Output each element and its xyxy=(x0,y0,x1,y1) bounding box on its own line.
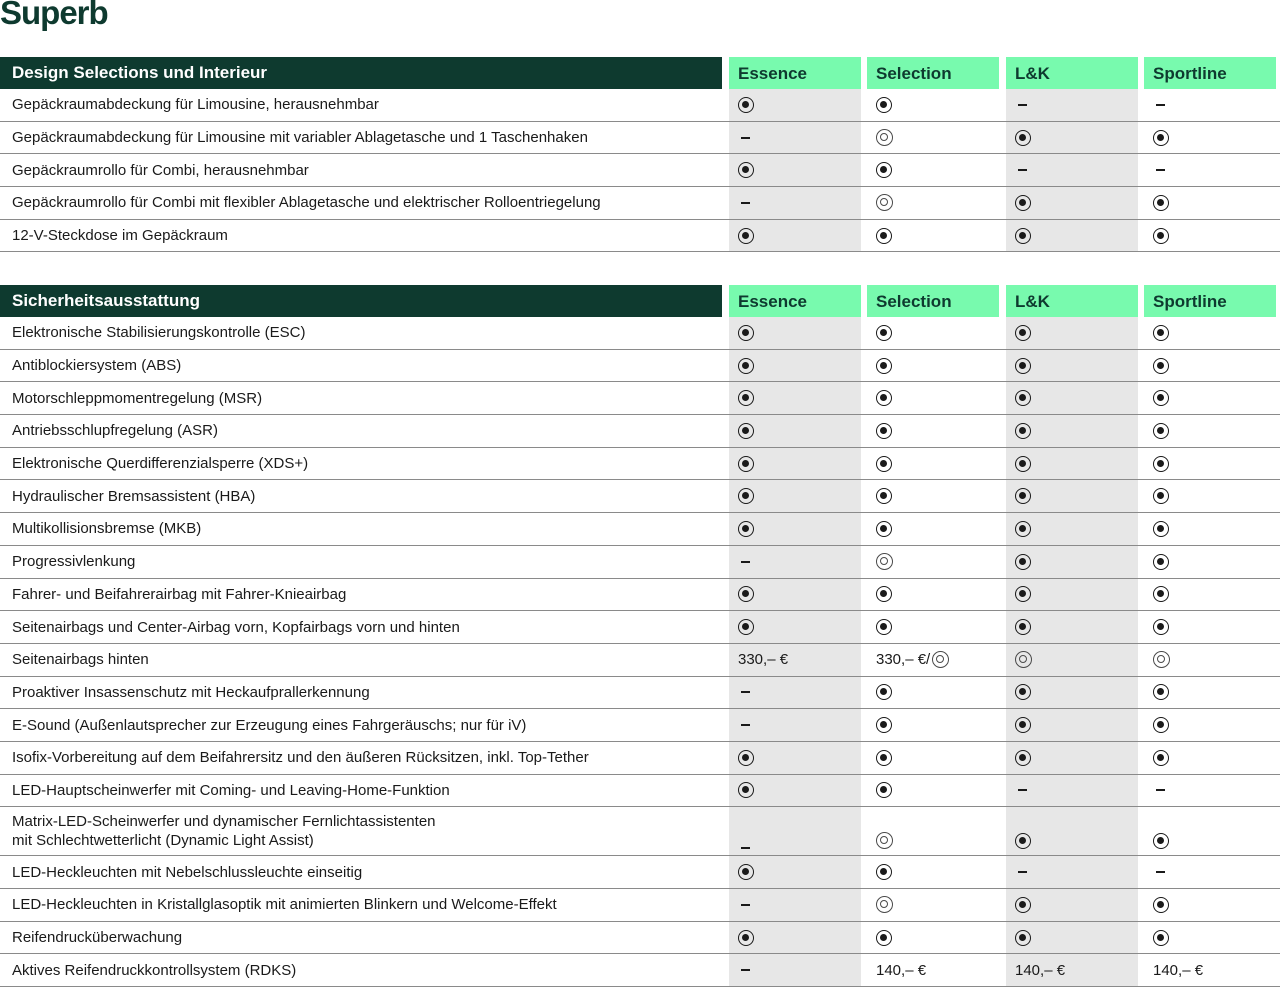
availability-cell xyxy=(1006,415,1138,447)
availability-cell xyxy=(1144,350,1276,382)
availability-cell xyxy=(867,579,999,611)
table-row xyxy=(0,677,1280,710)
availability-cell xyxy=(1144,382,1276,414)
standard-icon xyxy=(1015,619,1031,635)
availability-cell xyxy=(729,187,861,219)
feature-label: Seitenairbags und Center-Airbag vorn, Kopfairbags vorn und hinten xyxy=(12,618,460,636)
table-row xyxy=(0,382,1280,415)
optional-icon xyxy=(1015,651,1032,668)
standard-icon xyxy=(1153,586,1169,602)
price-text: 330,– €/ xyxy=(876,651,931,669)
standard-icon xyxy=(876,930,892,946)
price-text: 330,– € xyxy=(738,651,789,669)
standard-icon xyxy=(876,325,892,341)
not-available-icon xyxy=(741,137,750,139)
availability-cell xyxy=(1006,480,1138,512)
standard-icon xyxy=(876,97,892,113)
standard-icon xyxy=(876,864,892,880)
standard-icon xyxy=(1153,456,1169,472)
availability-cell xyxy=(1144,644,1276,676)
feature-label: Gepäckraumrollo für Combi mit flexibler Ablagetasche und elektrischer Rolloentriegelung xyxy=(12,194,601,212)
standard-icon xyxy=(876,456,892,472)
feature-label: LED-Hauptscheinwerfer mit Coming- und Leaving-Home-Funktion xyxy=(12,781,450,799)
standard-icon xyxy=(876,750,892,766)
standard-icon xyxy=(738,390,754,406)
availability-cell xyxy=(1006,187,1138,219)
availability-cell xyxy=(867,220,999,252)
feature-label: Motorschleppmomentregelung (MSR) xyxy=(12,389,263,407)
standard-icon xyxy=(1015,897,1031,913)
not-available-icon xyxy=(741,561,750,563)
table-row xyxy=(0,122,1280,155)
availability-cell xyxy=(1006,856,1138,888)
feature-label: Antiblockiersystem (ABS) xyxy=(12,357,182,375)
standard-icon xyxy=(738,586,754,602)
standard-icon xyxy=(738,782,754,798)
availability-cell xyxy=(867,89,999,121)
availability-cell xyxy=(729,415,861,447)
standard-icon xyxy=(1015,423,1031,439)
availability-cell xyxy=(867,513,999,545)
feature-label: Gepäckraumrollo für Combi, herausnehmbar xyxy=(12,161,309,179)
availability-cell xyxy=(729,922,861,954)
availability-cell xyxy=(867,448,999,480)
availability-cell xyxy=(1144,954,1276,986)
feature-label: Seitenairbags hinten xyxy=(12,651,149,669)
availability-cell xyxy=(729,89,861,121)
table-row xyxy=(0,611,1280,644)
availability-cell xyxy=(867,742,999,774)
availability-cell xyxy=(729,856,861,888)
optional-icon xyxy=(876,129,893,146)
standard-icon xyxy=(1015,750,1031,766)
availability-cell xyxy=(729,154,861,186)
availability-cell xyxy=(729,644,861,676)
standard-icon xyxy=(1153,717,1169,733)
availability-cell xyxy=(867,611,999,643)
availability-cell xyxy=(729,350,861,382)
availability-cell xyxy=(867,350,999,382)
feature-label: Proaktiver Insassenschutz mit Heckaufprallerkennung xyxy=(12,683,370,701)
table-row xyxy=(0,187,1280,220)
availability-cell xyxy=(867,677,999,709)
standard-icon xyxy=(1153,554,1169,570)
availability-cell xyxy=(729,677,861,709)
table-row xyxy=(0,922,1280,955)
availability-cell xyxy=(867,546,999,578)
availability-cell xyxy=(1144,677,1276,709)
table-row xyxy=(0,415,1280,448)
availability-cell xyxy=(1144,709,1276,741)
availability-cell xyxy=(729,709,861,741)
feature-label: Elektronische Stabilisierungskontrolle (ESC) xyxy=(12,324,306,342)
standard-icon xyxy=(1153,130,1169,146)
not-available-icon xyxy=(1018,169,1027,171)
column-header: Sportline xyxy=(1144,57,1276,89)
availability-cell xyxy=(867,644,999,676)
availability-cell xyxy=(1144,480,1276,512)
price-with-option xyxy=(876,651,949,668)
table-row xyxy=(0,546,1280,579)
standard-icon xyxy=(1153,390,1169,406)
availability-cell xyxy=(729,546,861,578)
availability-cell xyxy=(1006,579,1138,611)
availability-cell xyxy=(867,775,999,807)
table-row xyxy=(0,807,1280,856)
availability-cell xyxy=(867,709,999,741)
availability-cell xyxy=(729,448,861,480)
availability-cell xyxy=(1144,546,1276,578)
standard-icon xyxy=(876,717,892,733)
standard-icon xyxy=(876,228,892,244)
table-row xyxy=(0,742,1280,775)
availability-cell xyxy=(1144,775,1276,807)
availability-cell xyxy=(1006,89,1138,121)
availability-cell xyxy=(1144,187,1276,219)
availability-cell xyxy=(1144,742,1276,774)
standard-icon xyxy=(1153,684,1169,700)
standard-icon xyxy=(1153,619,1169,635)
not-available-icon xyxy=(741,691,750,693)
column-header: Sportline xyxy=(1144,285,1276,317)
availability-cell xyxy=(1144,448,1276,480)
standard-icon xyxy=(876,488,892,504)
availability-cell xyxy=(1006,513,1138,545)
feature-label: Fahrer- und Beifahrerairbag mit Fahrer-Knieairbag xyxy=(12,585,347,603)
section-safety xyxy=(0,285,1280,987)
column-header: L&K xyxy=(1006,57,1138,89)
standard-icon xyxy=(738,619,754,635)
availability-cell xyxy=(1006,382,1138,414)
column-header: L&K xyxy=(1006,285,1138,317)
standard-icon xyxy=(738,750,754,766)
standard-icon xyxy=(1015,521,1031,537)
availability-cell xyxy=(1006,546,1138,578)
not-available-icon xyxy=(1156,871,1165,873)
standard-icon xyxy=(1015,390,1031,406)
table-row xyxy=(0,317,1280,350)
availability-cell xyxy=(867,317,999,349)
availability-cell xyxy=(1006,317,1138,349)
availability-cell xyxy=(729,775,861,807)
column-header: Essence xyxy=(729,57,861,89)
availability-cell xyxy=(1144,579,1276,611)
standard-icon xyxy=(738,423,754,439)
availability-cell xyxy=(1144,513,1276,545)
standard-icon xyxy=(1015,717,1031,733)
availability-cell xyxy=(1006,611,1138,643)
feature-label: Isofix-Vorbereitung auf dem Beifahrersitz und den äußeren Rücksitzen, inkl. Top-Tether xyxy=(12,749,589,767)
availability-cell xyxy=(867,415,999,447)
not-available-icon xyxy=(741,904,750,906)
availability-cell xyxy=(867,122,999,154)
standard-icon xyxy=(876,586,892,602)
standard-icon xyxy=(1153,228,1169,244)
availability-cell xyxy=(1006,775,1138,807)
feature-label: Progressivlenkung xyxy=(12,553,136,571)
section-header xyxy=(0,285,1280,317)
standard-icon xyxy=(876,619,892,635)
availability-cell xyxy=(867,856,999,888)
availability-cell xyxy=(867,382,999,414)
availability-cell xyxy=(729,954,861,986)
table-row xyxy=(0,709,1280,742)
standard-icon xyxy=(1153,750,1169,766)
availability-cell xyxy=(867,954,999,986)
standard-icon xyxy=(738,521,754,537)
availability-cell xyxy=(729,742,861,774)
standard-icon xyxy=(1015,684,1031,700)
availability-cell xyxy=(1144,89,1276,121)
standard-icon xyxy=(876,390,892,406)
standard-icon xyxy=(1153,325,1169,341)
standard-icon xyxy=(1153,358,1169,374)
availability-cell xyxy=(1006,709,1138,741)
feature-label: LED-Heckleuchten mit Nebelschlussleuchte einseitig xyxy=(12,863,363,881)
optional-icon xyxy=(876,896,893,913)
standard-icon xyxy=(1015,358,1031,374)
standard-icon xyxy=(738,162,754,178)
standard-icon xyxy=(738,456,754,472)
availability-cell xyxy=(867,889,999,921)
standard-icon xyxy=(876,521,892,537)
availability-cell xyxy=(867,480,999,512)
availability-cell xyxy=(729,220,861,252)
section-design xyxy=(0,57,1280,252)
standard-icon xyxy=(876,358,892,374)
availability-cell xyxy=(1006,122,1138,154)
table-row xyxy=(0,154,1280,187)
not-available-icon xyxy=(1018,871,1027,873)
feature-label: Elektronische Querdifferenzialsperre (XDS+) xyxy=(12,455,309,473)
availability-cell xyxy=(867,154,999,186)
optional-icon xyxy=(876,832,893,849)
availability-cell xyxy=(729,807,861,855)
section-heading: Sicherheitsausstattung xyxy=(0,285,722,317)
not-available-icon xyxy=(741,724,750,726)
table-row xyxy=(0,889,1280,922)
price-text: 140,– € xyxy=(1153,961,1204,979)
table-row xyxy=(0,856,1280,889)
optional-icon xyxy=(1153,651,1170,668)
not-available-icon xyxy=(1156,104,1165,106)
standard-icon xyxy=(1153,195,1169,211)
availability-cell xyxy=(1006,350,1138,382)
not-available-icon xyxy=(1018,789,1027,791)
availability-cell xyxy=(1144,220,1276,252)
availability-cell xyxy=(867,187,999,219)
standard-icon xyxy=(1153,521,1169,537)
standard-icon xyxy=(1015,130,1031,146)
feature-label: LED-Heckleuchten in Kristallglasoptik mit animierten Blinkern und Welcome-Effekt xyxy=(12,896,557,914)
standard-icon xyxy=(1015,586,1031,602)
standard-icon xyxy=(738,228,754,244)
table-row xyxy=(0,220,1280,253)
not-available-icon xyxy=(741,847,750,849)
availability-cell xyxy=(1006,889,1138,921)
not-available-icon xyxy=(1156,169,1165,171)
standard-icon xyxy=(1015,228,1031,244)
optional-icon xyxy=(876,194,893,211)
availability-cell xyxy=(1006,807,1138,855)
standard-icon xyxy=(1015,488,1031,504)
table-row xyxy=(0,513,1280,546)
brand-title: Superb xyxy=(0,0,108,31)
not-available-icon xyxy=(1018,104,1027,106)
standard-icon xyxy=(1015,195,1031,211)
column-header: Selection xyxy=(867,57,999,89)
feature-label: Hydraulischer Bremsassistent (HBA) xyxy=(12,487,256,505)
standard-icon xyxy=(876,162,892,178)
standard-icon xyxy=(738,325,754,341)
availability-cell xyxy=(1006,154,1138,186)
availability-cell xyxy=(1144,154,1276,186)
availability-cell xyxy=(729,382,861,414)
feature-label: Matrix-LED-Scheinwerfer und dynamischer Fernlichtassistenten mit Schlechtwetterlicht (Dynamic Light Assist) xyxy=(12,813,436,850)
availability-cell xyxy=(1006,677,1138,709)
table-row xyxy=(0,579,1280,612)
column-header: Essence xyxy=(729,285,861,317)
standard-icon xyxy=(1153,897,1169,913)
standard-icon xyxy=(1015,833,1031,849)
standard-icon xyxy=(876,782,892,798)
table-row xyxy=(0,448,1280,481)
standard-icon xyxy=(1015,456,1031,472)
standard-icon xyxy=(1153,423,1169,439)
standard-icon xyxy=(738,488,754,504)
availability-cell xyxy=(1006,954,1138,986)
availability-cell xyxy=(729,480,861,512)
feature-label: Gepäckraumabdeckung für Limousine, herausnehmbar xyxy=(12,96,379,114)
price-text: 140,– € xyxy=(876,961,927,979)
standard-icon xyxy=(738,930,754,946)
feature-label: Reifendrucküberwachung xyxy=(12,929,183,947)
standard-icon xyxy=(876,423,892,439)
standard-icon xyxy=(1153,930,1169,946)
availability-cell xyxy=(1144,122,1276,154)
feature-label: Aktives Reifendruckkontrollsystem (RDKS) xyxy=(12,961,297,979)
table-row xyxy=(0,644,1280,677)
standard-icon xyxy=(738,864,754,880)
price-text: 140,– € xyxy=(1015,961,1066,979)
standard-icon xyxy=(1153,488,1169,504)
availability-cell xyxy=(729,122,861,154)
availability-cell xyxy=(729,513,861,545)
availability-cell xyxy=(1006,220,1138,252)
feature-label: Multikollisionsbremse (MKB) xyxy=(12,520,202,538)
availability-cell xyxy=(1006,448,1138,480)
standard-icon xyxy=(1015,554,1031,570)
availability-cell xyxy=(1144,889,1276,921)
availability-cell xyxy=(1144,317,1276,349)
table-row xyxy=(0,89,1280,122)
availability-cell xyxy=(1144,922,1276,954)
section-heading: Design Selections und Interieur xyxy=(0,57,722,89)
availability-cell xyxy=(867,922,999,954)
feature-label: Antriebsschlupfregelung (ASR) xyxy=(12,422,218,440)
standard-icon xyxy=(738,358,754,374)
standard-icon xyxy=(738,97,754,113)
feature-label: Gepäckraumabdeckung für Limousine mit variabler Ablagetasche und 1 Taschenhaken xyxy=(12,129,588,147)
availability-cell xyxy=(1144,807,1276,855)
availability-cell xyxy=(1144,611,1276,643)
availability-cell xyxy=(1144,856,1276,888)
availability-cell xyxy=(1006,644,1138,676)
availability-cell xyxy=(729,317,861,349)
availability-cell xyxy=(867,807,999,855)
availability-cell xyxy=(729,579,861,611)
availability-cell xyxy=(1144,415,1276,447)
standard-icon xyxy=(1015,930,1031,946)
not-available-icon xyxy=(1156,789,1165,791)
availability-cell xyxy=(729,889,861,921)
not-available-icon xyxy=(741,969,750,971)
feature-label: E-Sound (Außenlautsprecher zur Erzeugung eines Fahrgeräuschs; nur für iV) xyxy=(12,716,527,734)
table-row xyxy=(0,775,1280,808)
table-row xyxy=(0,350,1280,383)
optional-icon xyxy=(932,651,949,668)
not-available-icon xyxy=(741,202,750,204)
table-row xyxy=(0,954,1280,987)
standard-icon xyxy=(1153,833,1169,849)
availability-cell xyxy=(1006,742,1138,774)
column-header: Selection xyxy=(867,285,999,317)
feature-label: 12-V-Steckdose im Gepäckraum xyxy=(12,227,228,245)
standard-icon xyxy=(876,684,892,700)
optional-icon xyxy=(876,553,893,570)
availability-cell xyxy=(729,611,861,643)
availability-cell xyxy=(1006,922,1138,954)
standard-icon xyxy=(1015,325,1031,341)
table-row xyxy=(0,480,1280,513)
section-header xyxy=(0,57,1280,89)
